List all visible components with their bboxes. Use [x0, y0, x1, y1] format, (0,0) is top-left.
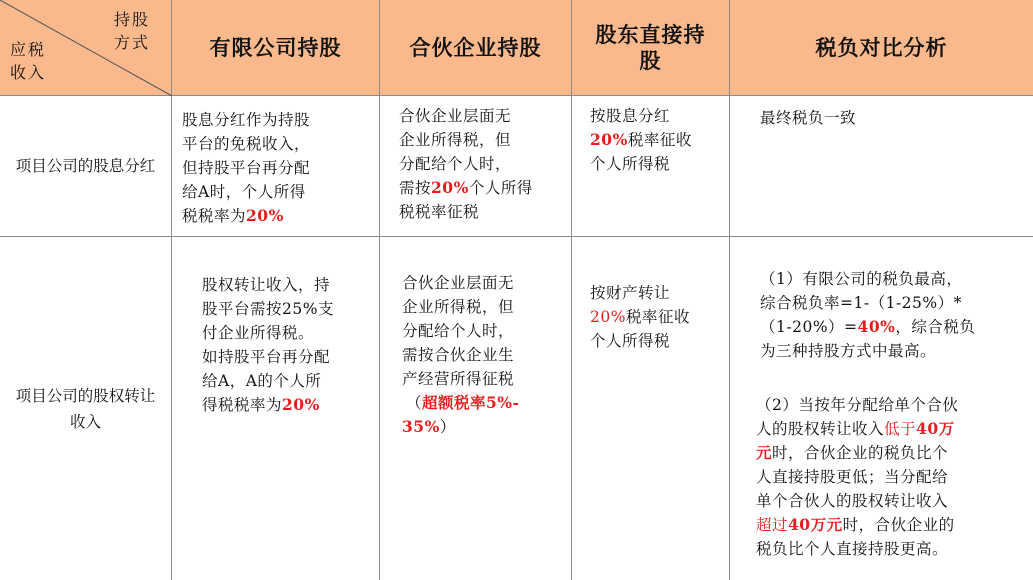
corner-header-taxable-income: 应税 收入 [10, 40, 47, 82]
cell-transfer-partnership: 合伙企业层面无 企业所得税，但 分配给个人时， 需按合伙企业生 产经营所得征税 （超额税率5%- 35%） [380, 237, 572, 580]
cell-dividend-limited: 股息分红作为持股 平台的免税收入， 但持股平台再分配 给A时，个人所得 税税率为20% [172, 96, 380, 237]
row-label-equity-transfer: 项目公司的股权转让收入 [0, 237, 172, 580]
cell-dividend-partnership: 合伙企业层面无 企业所得税，但 分配给个人时， 需按20%个人所得 税税率征税 [380, 96, 572, 237]
header-partnership: 合伙企业持股 [380, 0, 572, 96]
header-limited-company: 有限公司持股 [172, 0, 380, 96]
header-tax-comparison: 税负对比分析 [730, 0, 1033, 96]
corner-header-holding-method: 持股 方式 [113, 10, 150, 52]
header-direct-holding: 股东直接持 股 [572, 0, 730, 96]
cell-transfer-analysis [730, 237, 1033, 580]
analysis-point-1: （1）有限公司的税负最高， 综合税负率=1-（1-25%）* （1-20%）=40%，综合税负 为三种持股方式中最高。 [760, 270, 976, 360]
cell-dividend-analysis: 最终税负一致 [730, 96, 1033, 237]
cell-transfer-limited: 股权转让收入，持 股平台需按25%支 付企业所得税。 如持股平台再分配 给A，A的个人所 得税税率为20% [172, 237, 380, 580]
analysis-point-2: （2）当按年分配给单个合伙 人的股权转让收入低于40万 元时，合伙企业的税负比个 人直接持股更低；当分配给 单个合伙人的股权转让收入 超过40万元时，合伙企业的 税负比个人直接持股更高。 [756, 396, 959, 558]
header-corner-cell [0, 0, 172, 96]
row-label-dividend: 项目公司的股息分红 [0, 96, 172, 237]
cell-dividend-direct: 按股息分红 20%税率征收 个人所得税 [572, 96, 730, 237]
cell-transfer-direct: 按财产转让 20%税率征收 个人所得税 [572, 237, 730, 580]
